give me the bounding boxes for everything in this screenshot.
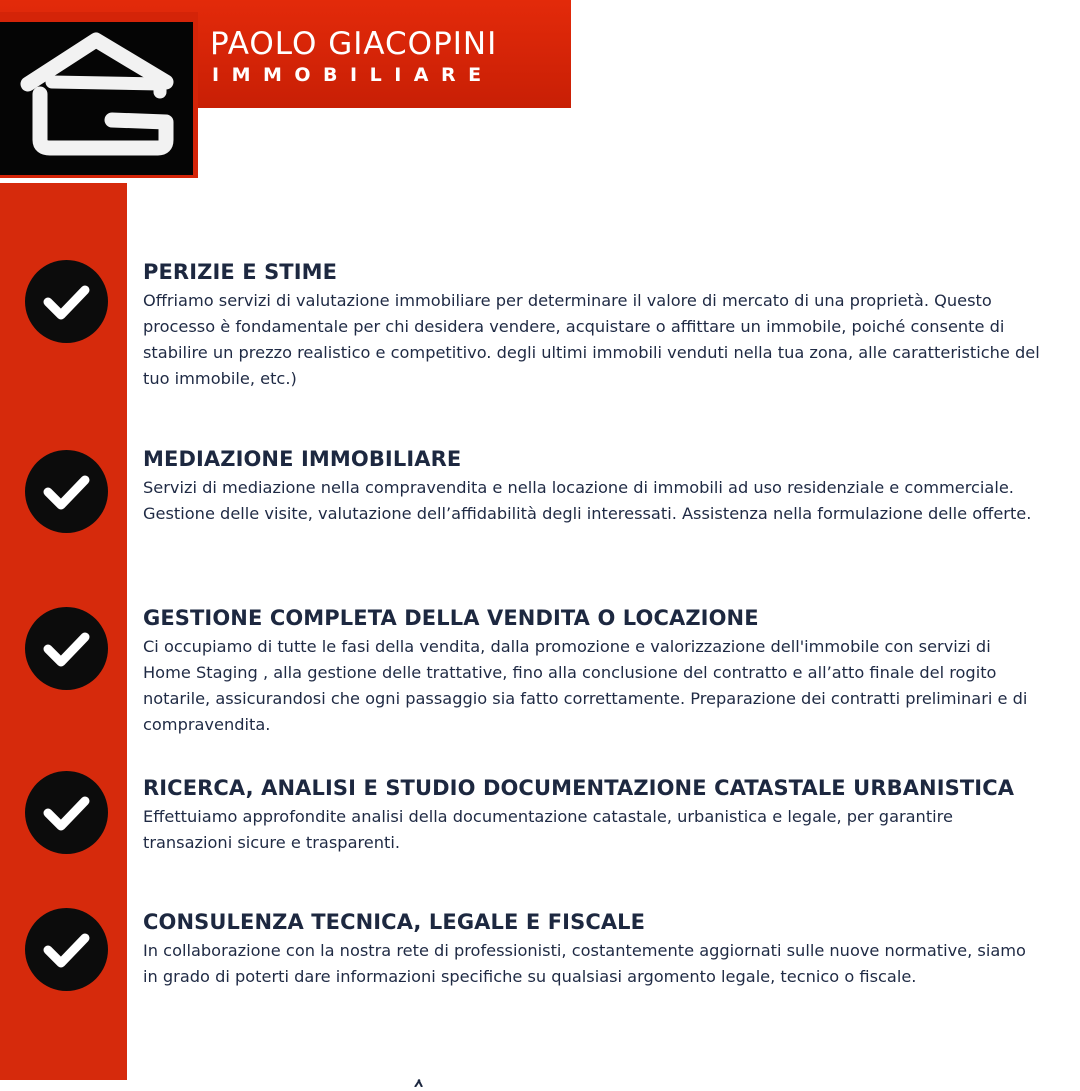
checkmark-circle-icon bbox=[25, 908, 108, 991]
service-consulenza bbox=[143, 909, 1043, 990]
service-gestione-completa bbox=[143, 605, 1043, 738]
service-description: Offriamo servizi di valutazione immobiliare per determinare il valore di mercato di una proprietà. Questo processo è fondamentale per chi desidera vendere, acquistare o affittare un immobile, poiché consente di stabilire un prezzo realistico e competitivo. degli ultimi immobili venduti nella tua zona, alle caratteristiche del tuo immobile, etc.) bbox=[143, 291, 1040, 388]
service-description: Effettuiamo approfondite analisi della documentazione catastale, urbanistica e legale, per garantire transazioni sicure e trasparenti. bbox=[143, 807, 953, 852]
service-title: PERIZIE E STIME bbox=[143, 260, 338, 284]
service-title: GESTIONE COMPLETA DELLA VENDITA O LOCAZIONE bbox=[143, 606, 759, 630]
checkmark-circle-icon bbox=[25, 771, 108, 854]
brand-name: PAOLO GIACOPINI bbox=[210, 26, 498, 62]
checkmark-circle-icon bbox=[25, 607, 108, 690]
service-mediazione bbox=[143, 446, 1043, 527]
service-documentazione-catastale bbox=[143, 775, 1043, 856]
brand-subtitle: IMMOBILIARE bbox=[212, 64, 494, 86]
cropped-mark-icon bbox=[412, 1072, 426, 1080]
service-title: MEDIAZIONE IMMOBILIARE bbox=[143, 447, 462, 471]
service-perizie-stime bbox=[143, 259, 1043, 392]
checkmark-circle-icon bbox=[25, 260, 108, 343]
service-description: Ci occupiamo di tutte le fasi della vendita, dalla promozione e valorizzazione dell'immobile con servizi di Home Staging , alla gestione delle trattative, fino alla conclusione del contratto e all’atto finale del rogito notarile, assicurandosi che ogni passaggio sia fatto correttamente. Preparazione dei contratti preliminari e di compravendita. bbox=[143, 637, 1028, 734]
service-description: In collaborazione con la nostra rete di professionisti, costantemente aggiornati sulle nuove normative, siamo in grado di poterti dare informazioni specifiche su qualsiasi argomento legale, tecnico o fiscale. bbox=[143, 941, 1026, 986]
service-description: Servizi di mediazione nella compravendita e nella locazione di immobili ad uso residenziale e commerciale. Gestione delle visite, valutazione dell’affidabilità degli interessati. Assistenza nella formulazione delle offerte. bbox=[143, 478, 1032, 523]
service-title: RICERCA, ANALISI E STUDIO DOCUMENTAZIONE CATASTALE URBANISTICA bbox=[143, 776, 1015, 800]
house-roof-g-logo-icon bbox=[0, 22, 193, 175]
service-title: CONSULENZA TECNICA, LEGALE E FISCALE bbox=[143, 910, 646, 934]
checkmark-circle-icon bbox=[25, 450, 108, 533]
